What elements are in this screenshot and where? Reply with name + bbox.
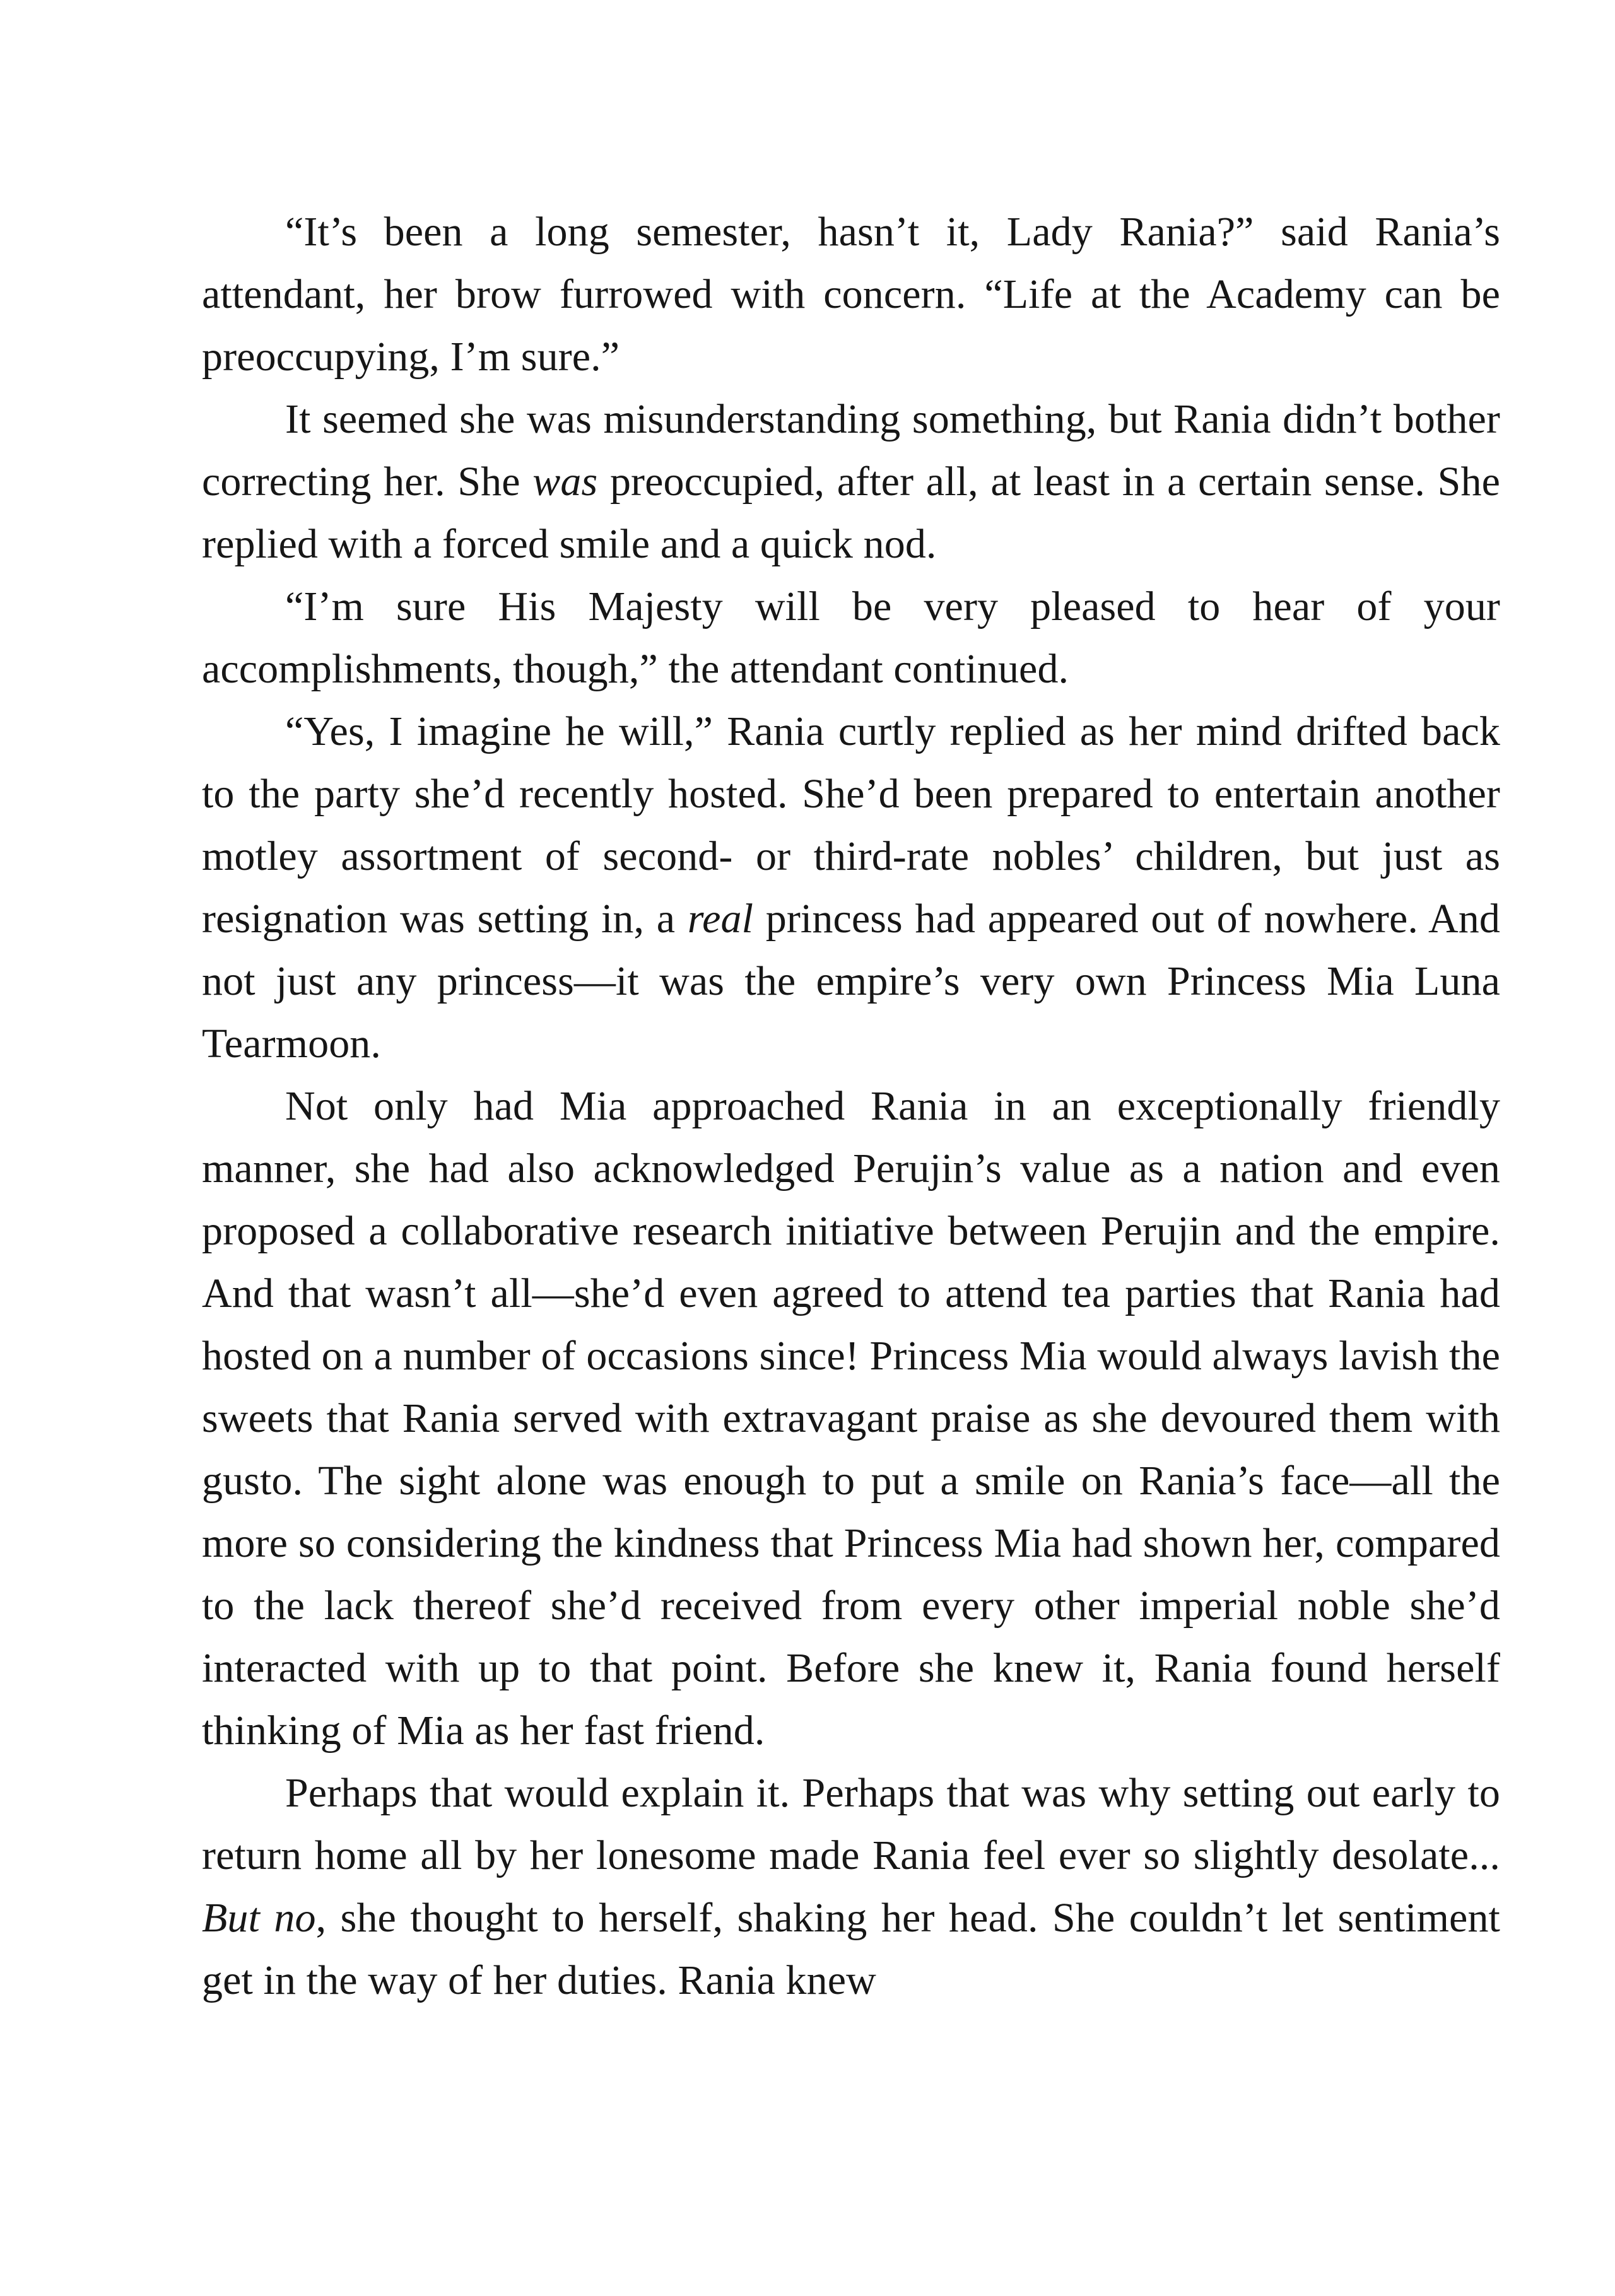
paragraph bbox=[202, 201, 1500, 388]
text-run: preoccupied, after all, at least in a certain sense. She replied with a forced smile and a quick nod. bbox=[202, 459, 1500, 567]
text-run: Not only had Mia approached Rania in an exceptionally friendly manner, she had also acknowledged Perujin’s value as a nation and even proposed a collaborative research initiative between Perujin and the empire. And that wasn’t all—she’d even agreed to attend tea parties that Rania had hosted on a number of occasions since! Princess Mia would always lavish the sweets that Rania served with extravagant praise as she devoured them with gusto. The sight alone was enough to put a smile on Rania’s face—all the more so considering the kindness that Princess Mia had shown her, compared to the lack thereof she’d received from every other imperial noble she’d interacted with up to that point. Before she knew it, Rania found herself thinking of Mia as her fast friend. bbox=[202, 1083, 1500, 1754]
text-run: “Yes, I imagine he will,” Rania curtly replied as her mind drifted back to the party she’d recently hosted. She’d been prepared to entertain another motley assortment of second- or third-rate nobles’ children, but just as resignation was setting in, a bbox=[202, 708, 1500, 942]
text-run: “It’s been a long semester, hasn’t it, Lady Rania?” said Rania’s attendant, her brow furrowed with concern. “Life at the Academy can be preoccupying, I’m sure.” bbox=[202, 209, 1500, 380]
text-run: It seemed she was misunderstanding something, but Rania didn’t bother correcting her. She bbox=[202, 396, 1500, 505]
paragraph bbox=[202, 1762, 1500, 2012]
text-run-italic: real bbox=[687, 896, 754, 942]
text-run-italic: was bbox=[532, 459, 598, 505]
text-run: Perhaps that would explain it. Perhaps that was why setting out early to return home all by her lonesome made Rania feel ever so slightly desolate... bbox=[202, 1770, 1500, 1878]
text-run: , she thought to herself, shaking her head. She couldn’t let sentiment get in the way of her duties. Rania knew bbox=[202, 1895, 1500, 2003]
paragraph bbox=[202, 700, 1500, 1075]
paragraph bbox=[202, 575, 1500, 700]
paragraph bbox=[202, 1075, 1500, 1762]
text-run: princess had appeared out of nowhere. And not just any princess—it was the empire’s very own Princess Mia Luna Tearmoon. bbox=[202, 896, 1500, 1067]
text-run: “I’m sure His Majesty will be very pleased to hear of your accomplishments, though,” the attendant continued. bbox=[202, 583, 1500, 692]
paragraph bbox=[202, 388, 1500, 575]
text-run-italic: But no bbox=[202, 1895, 316, 1941]
page-text-column bbox=[202, 201, 1500, 2012]
